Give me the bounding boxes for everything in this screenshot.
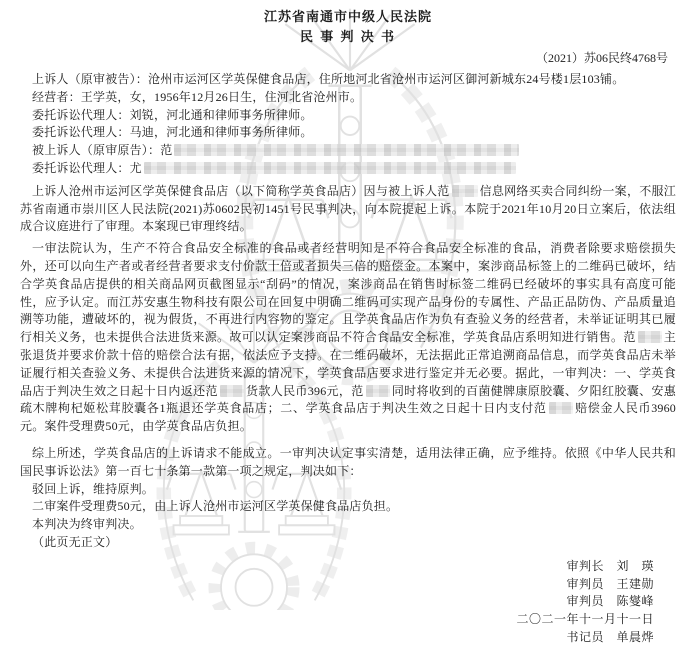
party-line-appellee-agent: 委托诉讼代理人：尤 bbox=[20, 160, 676, 178]
redacted-text bbox=[220, 385, 244, 397]
redacted-text bbox=[549, 402, 573, 414]
paragraph-final-judgment: 本判决为终审判决。 bbox=[32, 517, 142, 532]
party-line-operator: 经营者：王学英，女，1956年12月26日生，住河北省沧州市。 bbox=[32, 89, 363, 104]
court-name: 江苏省南通市中级人民法院 bbox=[263, 9, 432, 24]
paragraph-court-fee: 二审案件受理费50元，由上诉人沧州市运河区学英保健食品店负担。 bbox=[32, 499, 399, 514]
party-line-appellant: 上诉人（原审被告）：沧州市运河区学英保健食品店，住所地河北省沧州市运河区御河新城东24号楼1层103铺。 bbox=[32, 72, 625, 86]
sig-clerk: 书记员 单晨烨 bbox=[566, 629, 654, 644]
sig-judge-2: 审判员 陈燮峰 bbox=[566, 594, 654, 609]
paragraph-first-instance-opinion: 一审法院认为，生产不符合食品安全标准的食品或者经营明知是不符合食品安全标准的食品，消费者除要求赔偿损失外，还可以向生产者或者经营者要求支付价款十倍或者损失三倍的赔偿金。本案中，案涉商品标签上的二维码已破坏，结合学英食品店提供的相关商品网页截图显示“刮码”的情况，案涉商品在销售时标签二维码已经破坏的事实具有高度可能性，应予认定。而江苏安惠生物科技有限公司在回复中明确二维码可实现产品身份的专属性、产品正品防伪、产品质量追溯等功能，遭破坏的，视为假货，不再进行内容物的鉴定。且学英食品店作为负有查验义务的经营者，未举证证明其已履行相关义务，也未提供合法进货来源。故可以认定案涉商品不符合食品安全标准，学英食品店系明知进行销售。范 主张退货并要求价款十倍的赔偿合法有据，依法应予支持。在二维码破坏，无法据此正常追溯商品信息，而学英食品店未举证履行相关查验义务、未提供合法进货来源的情况下，学英食品店要求进行鉴定并无必要。据此，一审判决：一、学英食品店于判决生效之日起十日内返还范 货款人民币396元，范 同时将收到的百菌健牌康原胶囊、夕阳红胶囊、安惠疏木牌枸杞姬松茸胶囊各1瓶退还学英食品店；二、学英食品店于判决生效之日起十日内支付范 赔偿金人民币3960元。案件受理费50元，由学英食品店负担。 bbox=[20, 241, 677, 434]
paragraph-no-text-note: （此页无正文） bbox=[32, 534, 118, 549]
case-number: （2021）苏06民终4768号 bbox=[535, 51, 668, 65]
document-type-title: 民 事 判 决 书 bbox=[299, 29, 396, 44]
redacted-text bbox=[174, 144, 519, 156]
redacted-text bbox=[638, 331, 662, 343]
sig-judge-1: 审判员 王建勋 bbox=[566, 576, 654, 591]
paragraph-ruling: 驳回上诉，维持原判。 bbox=[32, 481, 155, 496]
party-line-appellee: 被上诉人（原审原告）：范 bbox=[20, 142, 676, 160]
paragraph-conclusion: 综上所述，学英食品店的上诉请求不能成立。一审判决认定事实清楚，适用法律正确，应予维持。依照《中华人民共和国民事诉讼法》第一百七十条第一款第一项之规定，判决如下： bbox=[20, 445, 676, 478]
sig-date: 二〇二一年十一月十一日 bbox=[516, 612, 654, 627]
redacted-text bbox=[452, 185, 478, 197]
party-line-agent-2: 委托诉讼代理人：马迪，河北通和律师事务所律师。 bbox=[32, 125, 313, 140]
paragraph-case-intro: 上诉人沧州市运河区学英保健食品店（以下简称学英食品店）因与被上诉人范 信息网络买卖合同纠纷一案，不服江苏省南通市崇川区人民法院(2021)苏0602民初1451号民事判决，向本院提起上诉。本院于2021年10月20日立案后，依法组成合议庭进行了审理。本案现已审理终结。 bbox=[20, 183, 676, 234]
sig-presiding-judge: 审判长 刘 瑛 bbox=[566, 558, 654, 573]
redacted-text bbox=[144, 162, 516, 174]
redacted-text bbox=[366, 385, 390, 397]
party-line-agent-1: 委托诉讼代理人：刘锐，河北通和律师事务所律师。 bbox=[32, 107, 313, 122]
signature-block bbox=[20, 558, 654, 647]
